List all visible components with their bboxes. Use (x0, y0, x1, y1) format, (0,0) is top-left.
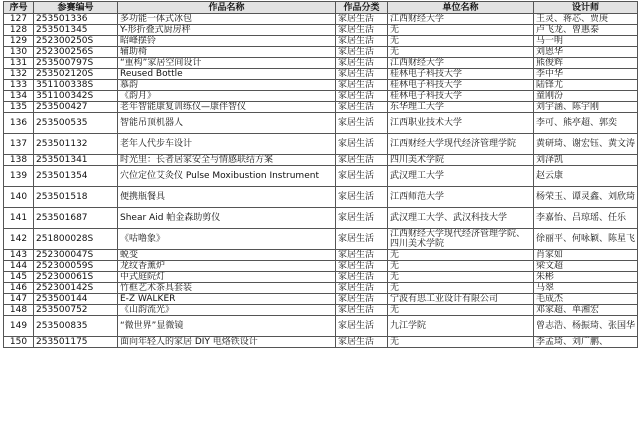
cell-designer: 熊俊辉 (534, 58, 638, 69)
cell-entry-id: 253501341 (34, 155, 118, 166)
cell-serial-number: 129 (4, 36, 34, 47)
cell-work-title: 中式庭院灯 (118, 272, 336, 283)
cell-organization: 四川美术学院 (388, 155, 534, 166)
cell-designer: 李孟琦、刘广鹏、 (534, 337, 638, 348)
cell-work-title: 昭峰摆铃 (118, 36, 336, 47)
cell-entry-id: 253501518 (34, 187, 118, 208)
cell-serial-number: 138 (4, 155, 34, 166)
cell-category: 家居生活 (336, 337, 388, 348)
cell-entry-id: 252300250S (34, 36, 118, 47)
cell-designer: 马翠 (534, 283, 638, 294)
cell-category: 家居生活 (336, 261, 388, 272)
cell-serial-number: 128 (4, 25, 34, 36)
cell-designer: 黄研琦、谢宏钰、黄文涛 (534, 134, 638, 155)
table-row (4, 272, 638, 283)
cell-category: 家居生活 (336, 283, 388, 294)
cell-entry-id: 251800028S (34, 229, 118, 250)
cell-category: 家居生活 (336, 25, 388, 36)
cell-category: 家居生活 (336, 166, 388, 187)
cell-work-title: 穴位定位艾灸仪 Pulse Moxibustion Instrument (118, 166, 336, 187)
cell-work-title: 老年人代步车设计 (118, 134, 336, 155)
table-row (4, 134, 638, 155)
cell-work-title: 慕韵 (118, 80, 336, 91)
cell-designer: 刘恩华 (534, 47, 638, 58)
cell-category: 家居生活 (336, 80, 388, 91)
cell-designer: 李中华 (534, 69, 638, 80)
cell-organization: 武汉理工大学、武汉科技大学 (388, 208, 534, 229)
table-row (4, 250, 638, 261)
cell-organization: 无 (388, 36, 534, 47)
cell-serial-number: 140 (4, 187, 34, 208)
cell-serial-number: 143 (4, 250, 34, 261)
cell-organization: 桂林电子科技大学 (388, 80, 534, 91)
cell-entry-id: 253500835 (34, 316, 118, 337)
cell-category: 家居生活 (336, 47, 388, 58)
cell-entry-id: 252300142S (34, 283, 118, 294)
cell-category: 家居生活 (336, 113, 388, 134)
cell-entry-id: 252300047S (34, 250, 118, 261)
cell-work-title: “微世界”显微镜 (118, 316, 336, 337)
cell-organization: 无 (388, 47, 534, 58)
table-row (4, 155, 638, 166)
cell-organization: 无 (388, 250, 534, 261)
header-organization: 单位名称 (388, 2, 534, 14)
cell-entry-id: 253501687 (34, 208, 118, 229)
cell-designer: 陆锋尤 (534, 80, 638, 91)
cell-designer: 梁文超 (534, 261, 638, 272)
table-row (4, 102, 638, 113)
cell-designer: 毛成杰 (534, 294, 638, 305)
cell-entry-id: 252300061S (34, 272, 118, 283)
cell-category: 家居生活 (336, 294, 388, 305)
cell-organization: 无 (388, 337, 534, 348)
cell-designer: 马一明 (534, 36, 638, 47)
table-row (4, 113, 638, 134)
cell-work-title: 《咕噜象》 (118, 229, 336, 250)
cell-entry-id: 253500752 (34, 305, 118, 316)
cell-designer: 卢飞龙、曾惠泰 (534, 25, 638, 36)
cell-work-title: E-Z WALKER (118, 294, 336, 305)
table-row (4, 283, 638, 294)
cell-work-title: 龙纹香薰炉 (118, 261, 336, 272)
cell-designer: 邓家超、单湘宏 (534, 305, 638, 316)
cell-category: 家居生活 (336, 250, 388, 261)
cell-organization: 无 (388, 261, 534, 272)
cell-entry-id: 351100342S (34, 91, 118, 102)
cell-category: 家居生活 (336, 102, 388, 113)
cell-serial-number: 144 (4, 261, 34, 272)
cell-entry-id: 253500144 (34, 294, 118, 305)
cell-entry-id: 253502120S (34, 69, 118, 80)
cell-serial-number: 141 (4, 208, 34, 229)
cell-entry-id: 253501175 (34, 337, 118, 348)
cell-category: 家居生活 (336, 69, 388, 80)
cell-work-title: 便携瓶餐具 (118, 187, 336, 208)
cell-entry-id: 252300256S (34, 47, 118, 58)
cell-organization: 无 (388, 283, 534, 294)
table-row (4, 305, 638, 316)
cell-designer: 李嘉怡、吕琼瑶、任乐 (534, 208, 638, 229)
cell-designer: 杨荣玉、谭灵鑫、刘欣琦 (534, 187, 638, 208)
table-row (4, 69, 638, 80)
cell-work-title: Y-形折叠式厨房秤 (118, 25, 336, 36)
table-row (4, 294, 638, 305)
cell-serial-number: 146 (4, 283, 34, 294)
header-row (4, 2, 638, 14)
cell-work-title: Reused Bottle (118, 69, 336, 80)
table-row (4, 58, 638, 69)
cell-category: 家居生活 (336, 14, 388, 25)
cell-entry-id: 253500535 (34, 113, 118, 134)
cell-category: 家居生活 (336, 316, 388, 337)
cell-category: 家居生活 (336, 36, 388, 47)
cell-designer: 李可、熊亭超、郭奕 (534, 113, 638, 134)
cell-organization: 东华理工大学 (388, 102, 534, 113)
cell-designer: 肖家如 (534, 250, 638, 261)
cell-entry-id: 253501345 (34, 25, 118, 36)
cell-entry-id: 253500797S (34, 58, 118, 69)
cell-work-title: 辅助椅 (118, 47, 336, 58)
cell-organization: 江西财经大学 (388, 14, 534, 25)
cell-serial-number: 142 (4, 229, 34, 250)
cell-organization: 无 (388, 272, 534, 283)
table-row (4, 316, 638, 337)
header-serial-number: 序号 (4, 2, 34, 14)
cell-serial-number: 130 (4, 47, 34, 58)
cell-designer: 朱彬 (534, 272, 638, 283)
table-row (4, 25, 638, 36)
table-row (4, 80, 638, 91)
cell-category: 家居生活 (336, 134, 388, 155)
award-list-table (3, 1, 638, 348)
header-designer: 设计师 (534, 2, 638, 14)
cell-organization: 江西师范大学 (388, 187, 534, 208)
cell-serial-number: 131 (4, 58, 34, 69)
cell-entry-id: 253501132 (34, 134, 118, 155)
cell-organization: 九江学院 (388, 316, 534, 337)
cell-serial-number: 137 (4, 134, 34, 155)
cell-serial-number: 150 (4, 337, 34, 348)
cell-organization: 江西职业技术大学 (388, 113, 534, 134)
cell-serial-number: 132 (4, 69, 34, 80)
cell-category: 家居生活 (336, 208, 388, 229)
cell-work-title: 《山韵流光》 (118, 305, 336, 316)
cell-work-title: 老年智能康复训练仪—康伴智仪 (118, 102, 336, 113)
cell-category: 家居生活 (336, 155, 388, 166)
table-row (4, 166, 638, 187)
cell-designer: 刘宇涵、陈宇刚 (534, 102, 638, 113)
table-row (4, 14, 638, 25)
table-row (4, 91, 638, 102)
cell-category: 家居生活 (336, 187, 388, 208)
cell-category: 家居生活 (336, 91, 388, 102)
cell-serial-number: 139 (4, 166, 34, 187)
table-row (4, 47, 638, 58)
cell-organization: 桂林电子科技大学 (388, 69, 534, 80)
cell-serial-number: 135 (4, 102, 34, 113)
table-row (4, 187, 638, 208)
cell-designer: 王灵、蒋芯、贾庚 (534, 14, 638, 25)
cell-work-title: 蜕变 (118, 250, 336, 261)
table-row (4, 337, 638, 348)
cell-organization: 无 (388, 25, 534, 36)
table-row (4, 229, 638, 250)
cell-organization: 桂林电子科技大学 (388, 91, 534, 102)
cell-entry-id: 253501354 (34, 166, 118, 187)
cell-designer: 曾志浩、杨振琦、张国华 (534, 316, 638, 337)
cell-serial-number: 149 (4, 316, 34, 337)
header-work-title: 作品名称 (118, 2, 336, 14)
table-row (4, 208, 638, 229)
cell-entry-id: 351100338S (34, 80, 118, 91)
cell-entry-id: 253501336 (34, 14, 118, 25)
cell-designer: 徐丽平、何咏颖、陈星飞 (534, 229, 638, 250)
table-row (4, 36, 638, 47)
cell-category: 家居生活 (336, 58, 388, 69)
cell-serial-number: 147 (4, 294, 34, 305)
cell-serial-number: 127 (4, 14, 34, 25)
cell-work-title: 竹框艺术茶具套装 (118, 283, 336, 294)
cell-category: 家居生活 (336, 305, 388, 316)
cell-organization: 宁波有思工业设计有限公司 (388, 294, 534, 305)
header-entry-id: 参赛编号 (34, 2, 118, 14)
cell-serial-number: 145 (4, 272, 34, 283)
cell-work-title: Shear Aid 帕金森助剪仪 (118, 208, 336, 229)
header-category: 作品分类 (336, 2, 388, 14)
cell-designer: 赵云康 (534, 166, 638, 187)
cell-entry-id: 252300059S (34, 261, 118, 272)
cell-work-title: 面向年轻人的家居 DIY 电烙铁设计 (118, 337, 336, 348)
cell-organization: 江西财经大学现代经济管理学院 (388, 134, 534, 155)
cell-category: 家居生活 (336, 229, 388, 250)
cell-category: 家居生活 (336, 272, 388, 283)
cell-work-title: 时光里：长者居家安全与情感联结方案 (118, 155, 336, 166)
cell-serial-number: 134 (4, 91, 34, 102)
cell-organization: 江西财经大学现代经济管理学院、四川美术学院 (388, 229, 534, 250)
cell-designer: 童刚汾 (534, 91, 638, 102)
cell-serial-number: 133 (4, 80, 34, 91)
cell-work-title: “重构”家居空间设计 (118, 58, 336, 69)
table-row (4, 261, 638, 272)
cell-work-title: 《韵月》 (118, 91, 336, 102)
cell-serial-number: 136 (4, 113, 34, 134)
cell-work-title: 多功能一体式冰包 (118, 14, 336, 25)
cell-organization: 江西财经大学 (388, 58, 534, 69)
table-body (4, 14, 638, 348)
cell-work-title: 智能吊顶机器人 (118, 113, 336, 134)
cell-organization: 武汉理工大学 (388, 166, 534, 187)
cell-serial-number: 148 (4, 305, 34, 316)
cell-organization: 无 (388, 305, 534, 316)
cell-entry-id: 253500427 (34, 102, 118, 113)
cell-designer: 刘泽凯 (534, 155, 638, 166)
